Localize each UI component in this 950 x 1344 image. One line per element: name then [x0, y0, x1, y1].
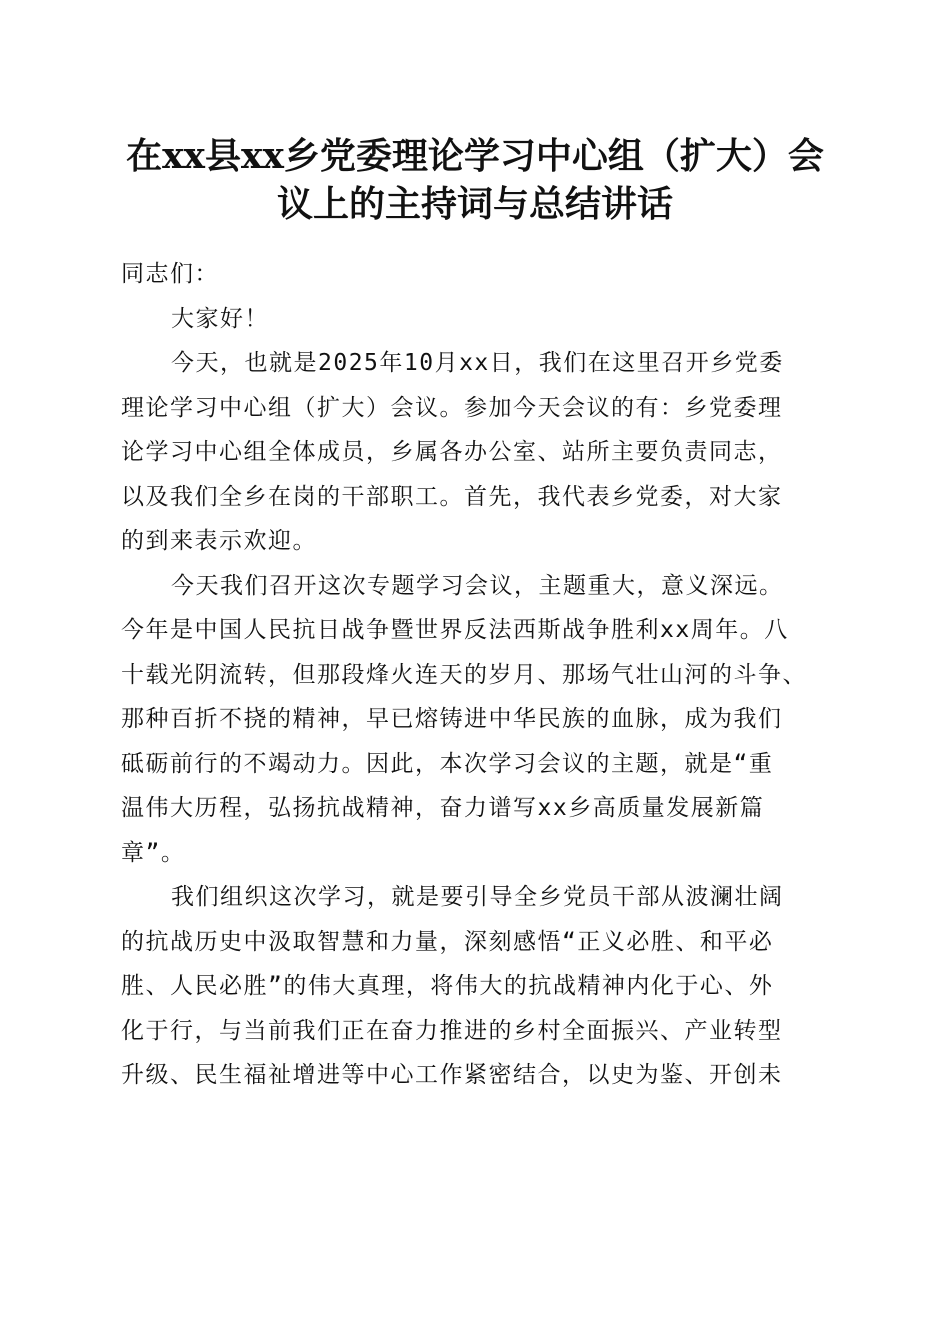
paragraph-line: 我们组织这次学习，就是要引导全乡党员干部从波澜壮阔 — [171, 884, 784, 910]
paragraph-line: 论学习中心组全体成员，乡属各办公室、站所主要负责同志， — [121, 439, 783, 465]
document-title — [100, 132, 850, 228]
paragraph-line: 理论学习中心组（扩大）会议。参加今天会议的有：乡党委理 — [121, 394, 783, 421]
paragraph-line: 今年是中国人民抗日战争暨世界反法西斯战争胜利xx周年。八 — [121, 617, 789, 643]
paragraph-line: 以及我们全乡在岗的干部职工。首先，我代表乡党委，对大家 — [121, 483, 783, 510]
greeting: 大家好！ — [171, 305, 269, 332]
paragraph-line: 今天我们召开这次专题学习会议，主题重大，意义深远。 — [171, 572, 784, 599]
paragraph-line: 的到来表示欢迎。 — [121, 528, 317, 554]
paragraph-line: 胜、人民必胜”的伟大真理，将伟大的抗战精神内化于心、外 — [121, 973, 774, 999]
paragraph-line: 十载光阴流转，但那段烽火连天的岁月、那场气壮山河的斗争、 — [121, 661, 807, 688]
salutation: 同志们： — [121, 261, 219, 287]
paragraph-line: 那种百折不挠的精神，早已熔铸进中华民族的血脉，成为我们 — [121, 706, 783, 732]
paragraph-line: 温伟大历程，弘扬抗战精神，奋力谱写xx乡高质量发展新篇 — [121, 795, 765, 821]
paragraph-line: 化于行，与当前我们正在奋力推进的乡村全面振兴、产业转型 — [121, 1017, 783, 1044]
title-line: 在xx县xx乡党委理论学习中心组（扩大）会 — [126, 135, 824, 177]
paragraph-line: 章”。 — [121, 839, 186, 866]
paragraph-line: 升级、民生福祉增进等中心工作紧密结合，以史为鉴、开创未 — [121, 1062, 783, 1088]
paragraph-line: 今天，也就是2025年10月xx日，我们在这里召开乡党委 — [171, 350, 784, 376]
document-body — [121, 252, 841, 1098]
paragraph-line: 的抗战历史中汲取智慧和力量，深刻感悟“正义必胜、和平必 — [121, 928, 774, 955]
paragraph-line: 砥砺前行的不竭动力。因此，本次学习会议的主题，就是“重 — [121, 750, 774, 777]
title-line: 议上的主持词与总结讲话 — [276, 183, 673, 225]
